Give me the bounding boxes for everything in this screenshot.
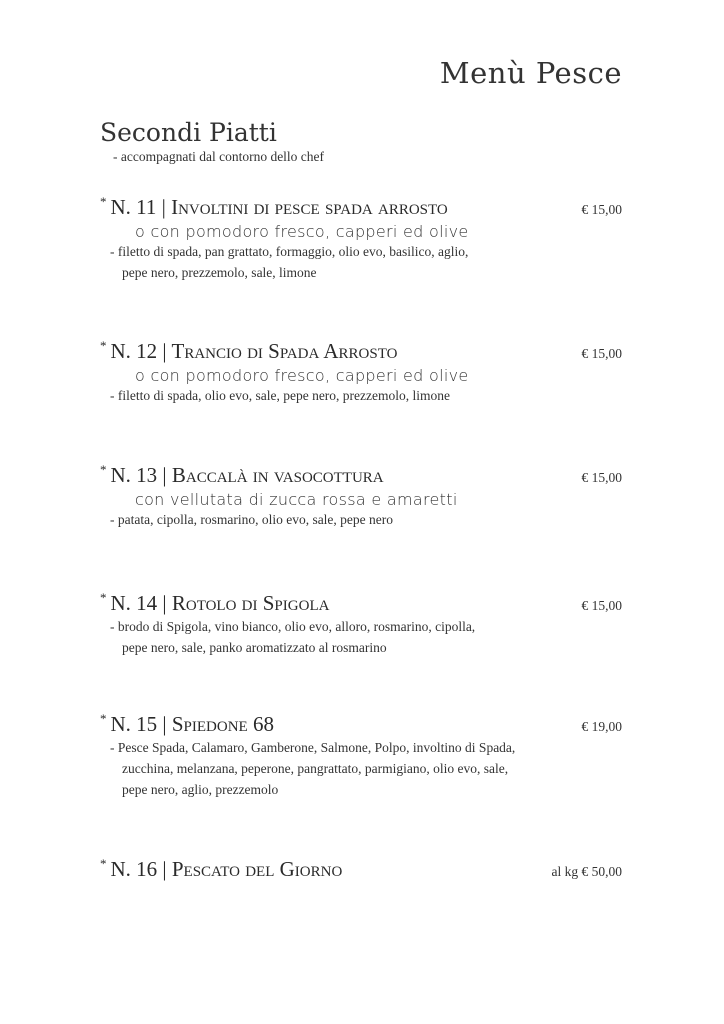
ingredients-line: - brodo di Spigola, vino bianco, olio evo, alloro, rosmarino, cipolla, xyxy=(110,619,476,634)
menu-item xyxy=(100,338,622,406)
menu-item xyxy=(100,856,622,882)
item-price: € 15,00 xyxy=(581,598,622,613)
ingredients-line: - filetto di spada, olio evo, sale, pepe nero, prezzemolo, limone xyxy=(110,388,451,403)
section-note: - accompagnati dal contorno dello chef xyxy=(113,149,325,164)
ingredients-line: zucchina, melanzana, peperone, pangrattato, parmigiano, olio evo, sale, xyxy=(122,761,509,776)
item-subtitle: con vellutata di zucca rossa e amaretti xyxy=(135,490,458,509)
item-price: € 15,00 xyxy=(581,202,622,217)
item-price: € 19,00 xyxy=(581,719,622,734)
ingredients-line: - filetto di spada, pan grattato, formaggio, olio evo, basilico, aglio, xyxy=(110,244,469,259)
ingredients-line: - patata, cipolla, rosmarino, olio evo, sale, pepe nero xyxy=(110,512,394,527)
ingredients-line: pepe nero, prezzemolo, sale, limone xyxy=(122,265,317,280)
star-marker: * xyxy=(100,194,107,209)
star-marker: * xyxy=(100,590,107,605)
item-price: € 15,00 xyxy=(581,470,622,485)
menu-item xyxy=(100,194,622,283)
menu-item xyxy=(100,590,622,658)
item-name-text: N. 14 | Rotolo di Spigola xyxy=(110,591,330,615)
item-ingredients xyxy=(100,737,622,800)
item-header xyxy=(100,711,622,737)
item-subtitle: o con pomodoro fresco, capperi ed olive xyxy=(135,222,469,241)
item-name-text: N. 16 | Pescato del Giorno xyxy=(110,857,343,881)
item-name-text: N. 15 | Spiedone 68 xyxy=(110,712,274,736)
item-name-text: N. 11 | Involtini di pesce spada arrosto xyxy=(110,195,448,219)
item-header xyxy=(100,338,622,364)
section-title: Secondi Piatti xyxy=(100,118,277,147)
item-header xyxy=(100,856,622,882)
item-price: € 15,00 xyxy=(581,346,622,361)
ingredients-line: pepe nero, sale, panko aromatizzato al rosmarino xyxy=(122,640,387,655)
menu-item xyxy=(100,462,622,530)
item-subtitle: o con pomodoro fresco, capperi ed olive xyxy=(135,366,469,385)
star-marker: * xyxy=(100,462,107,477)
star-marker: * xyxy=(100,856,107,871)
item-price: al kg € 50,00 xyxy=(551,864,622,879)
item-header xyxy=(100,462,622,488)
item-name xyxy=(100,194,448,220)
page-title: Menù Pesce xyxy=(439,56,622,90)
item-ingredients xyxy=(100,241,622,283)
item-name xyxy=(100,711,274,737)
item-header xyxy=(100,590,622,616)
star-marker: * xyxy=(100,711,107,726)
item-name xyxy=(100,462,384,488)
item-ingredients xyxy=(100,616,622,658)
item-name xyxy=(100,856,342,882)
item-name-text: N. 12 | Trancio di Spada Arrosto xyxy=(110,339,398,363)
menu-item xyxy=(100,711,622,800)
item-ingredients xyxy=(100,385,622,406)
star-marker: * xyxy=(100,338,107,353)
ingredients-line: pepe nero, aglio, prezzemolo xyxy=(122,782,279,797)
item-name xyxy=(100,338,397,364)
item-name-text: N. 13 | Baccalà in vasocottura xyxy=(110,463,384,487)
item-name xyxy=(100,590,329,616)
item-header xyxy=(100,194,622,220)
item-ingredients xyxy=(100,509,622,530)
ingredients-line: - Pesce Spada, Calamaro, Gamberone, Salmone, Polpo, involtino di Spada, xyxy=(110,740,516,755)
